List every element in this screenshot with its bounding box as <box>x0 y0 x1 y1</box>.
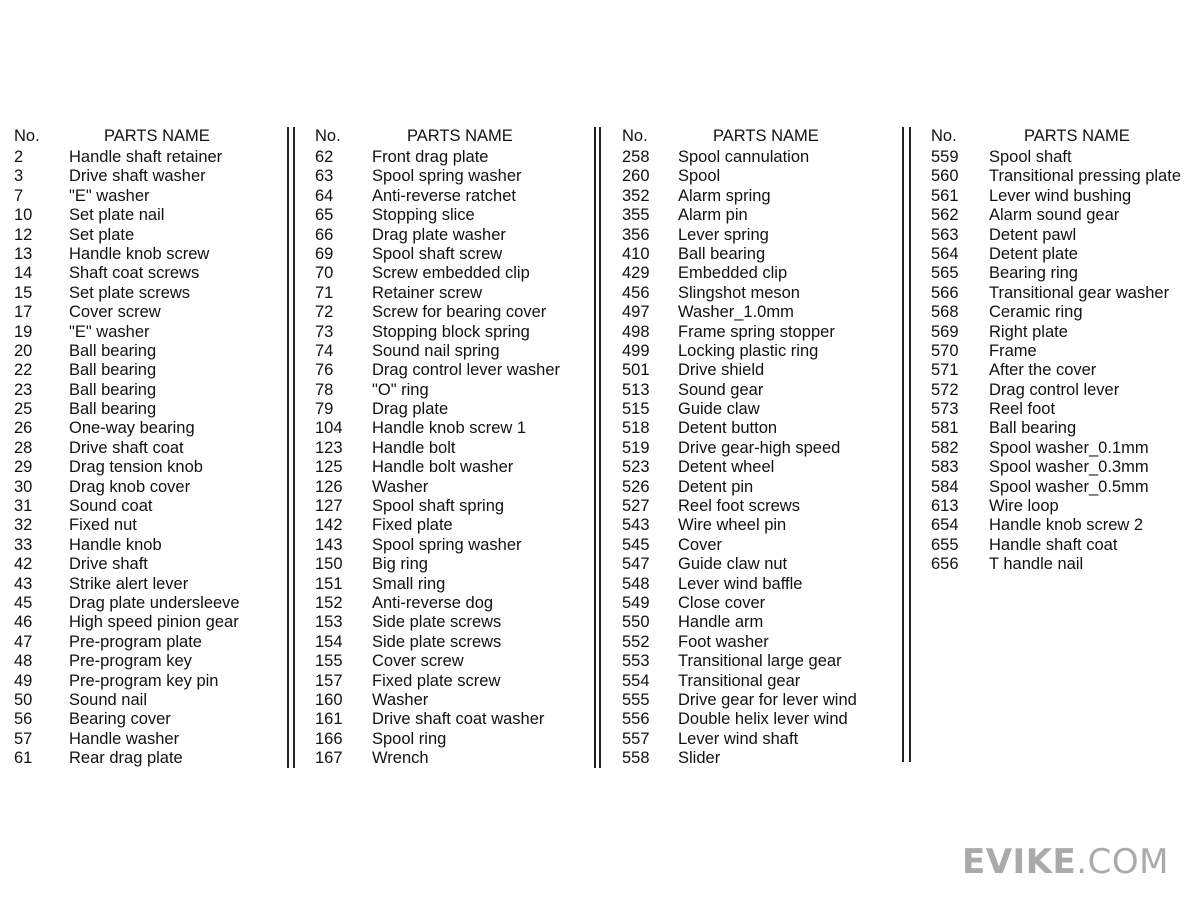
part-name: Detent pawl <box>989 225 1077 244</box>
part-number: 355 <box>622 206 650 225</box>
part-number: 526 <box>622 477 650 496</box>
part-number: 554 <box>622 671 650 690</box>
part-name: Sound gear <box>678 380 764 399</box>
part-number: 153 <box>315 613 343 632</box>
part-name: Drive gear for lever wind <box>678 690 857 709</box>
header-parts-name: PARTS NAME <box>104 127 210 145</box>
part-name: Detent pin <box>678 477 754 496</box>
part-name: Bearing cover <box>69 710 171 729</box>
part-number: 15 <box>14 283 33 302</box>
part-name: Handle knob screw <box>69 244 210 263</box>
part-number: 260 <box>622 167 650 186</box>
part-name: Fixed nut <box>69 516 137 535</box>
part-number: 26 <box>14 419 33 438</box>
part-number: 125 <box>315 458 343 477</box>
part-number: 549 <box>622 593 650 612</box>
part-number: 570 <box>931 341 959 360</box>
part-name: Handle washer <box>69 729 180 748</box>
part-number: 65 <box>315 206 334 225</box>
part-number: 545 <box>622 535 650 554</box>
part-name: Handle shaft retainer <box>69 148 223 166</box>
part-number: 562 <box>931 206 959 225</box>
part-number: 499 <box>622 341 650 360</box>
part-name: Handle knob screw 1 <box>372 419 527 438</box>
part-number: 104 <box>315 419 343 438</box>
part-name: Anti-reverse dog <box>372 593 494 612</box>
part-name: Drive shaft washer <box>69 167 206 186</box>
part-name: Ball bearing <box>69 361 157 380</box>
part-number: 56 <box>14 710 33 729</box>
header-no: No. <box>931 127 957 145</box>
part-name: Detent button <box>678 419 778 438</box>
part-number: 558 <box>622 749 650 768</box>
part-name: Ball bearing <box>989 419 1077 438</box>
part-number: 48 <box>14 652 33 671</box>
part-number: 583 <box>931 458 959 477</box>
part-name: Transitional pressing plate <box>989 167 1181 186</box>
part-number: 64 <box>315 186 334 205</box>
part-name: Handle knob <box>69 535 162 554</box>
part-number: 66 <box>315 225 334 244</box>
part-name: Alarm pin <box>678 206 748 225</box>
part-number: 569 <box>931 322 959 341</box>
part-number: 352 <box>622 186 650 205</box>
part-number: 154 <box>315 632 343 651</box>
part-name: "E" washer <box>69 186 150 205</box>
evike-watermark <box>962 842 1169 882</box>
part-name: Bearing ring <box>989 264 1078 283</box>
part-name: Set plate <box>69 225 135 244</box>
header-no: No. <box>622 127 648 145</box>
part-name: Double helix lever wind <box>678 710 848 729</box>
part-name: Fixed plate screw <box>372 671 501 690</box>
part-number: 561 <box>931 186 959 205</box>
part-name: Frame spring stopper <box>678 322 835 341</box>
part-name: Locking plastic ring <box>678 341 819 360</box>
part-number: 42 <box>14 555 33 574</box>
part-number: 513 <box>622 380 650 399</box>
part-name: Lever spring <box>678 225 769 244</box>
part-number: 582 <box>931 438 959 457</box>
part-number: 71 <box>315 283 334 302</box>
part-number: 584 <box>931 477 959 496</box>
part-name: Alarm sound gear <box>989 206 1120 225</box>
part-name: Spool washer_0.1mm <box>989 438 1149 457</box>
part-number: 655 <box>931 535 959 554</box>
part-name: Pre-program key pin <box>69 671 219 690</box>
part-name: Drive shaft coat washer <box>372 710 545 729</box>
part-name: After the cover <box>989 361 1097 380</box>
part-number: 57 <box>14 729 33 748</box>
part-number: 72 <box>315 303 334 322</box>
part-name: Handle arm <box>678 613 764 632</box>
part-name: Pre-program plate <box>69 632 202 651</box>
part-name: Spool washer_0.3mm <box>989 458 1149 477</box>
part-name: Transitional gear <box>678 671 801 690</box>
part-name: "O" ring <box>372 380 429 399</box>
part-number: 566 <box>931 283 959 302</box>
part-number: 161 <box>315 710 343 729</box>
part-name: Cover <box>678 535 723 554</box>
part-number: 74 <box>315 341 334 360</box>
part-name: Sound coat <box>69 497 153 516</box>
part-number: 123 <box>315 438 343 457</box>
part-number: 556 <box>622 710 650 729</box>
part-name: Anti-reverse ratchet <box>372 186 516 205</box>
part-name: Slingshot meson <box>678 283 800 302</box>
part-number: 70 <box>315 264 334 283</box>
part-name: Handle knob screw 2 <box>989 516 1144 535</box>
part-name: Drive shaft <box>69 555 148 574</box>
part-number: 62 <box>315 148 334 166</box>
part-number: 47 <box>14 632 33 651</box>
header-no: No. <box>315 127 341 145</box>
part-number: 563 <box>931 225 959 244</box>
part-name: Wire wheel pin <box>678 516 787 535</box>
part-number: 167 <box>315 749 343 768</box>
part-name: Transitional gear washer <box>989 283 1170 302</box>
part-number: 565 <box>931 264 959 283</box>
column-divider-line <box>909 127 911 762</box>
part-name: Cover screw <box>372 652 464 671</box>
part-number: 356 <box>622 225 650 244</box>
part-name: Reel foot screws <box>678 497 800 516</box>
part-name: Spool ring <box>372 729 447 748</box>
part-number: 49 <box>14 671 33 690</box>
part-name: Front drag plate <box>372 148 489 166</box>
part-name: Right plate <box>989 322 1068 341</box>
part-name: Cover screw <box>69 303 161 322</box>
part-number: 25 <box>14 400 33 419</box>
part-name: Drag control lever washer <box>372 361 560 380</box>
part-number: 14 <box>14 264 33 283</box>
part-name: Small ring <box>372 574 446 593</box>
part-name: Guide claw nut <box>678 555 788 574</box>
part-name: Spool shaft <box>989 148 1072 166</box>
part-number: 12 <box>14 225 33 244</box>
part-number: 410 <box>622 244 650 263</box>
part-number: 32 <box>14 516 33 535</box>
part-name: Lever wind shaft <box>678 729 799 748</box>
part-name: Reel foot <box>989 400 1056 419</box>
part-name: One-way bearing <box>69 419 195 438</box>
part-number: 547 <box>622 555 650 574</box>
part-number: 527 <box>622 497 650 516</box>
part-number: 28 <box>14 438 33 457</box>
part-number: 43 <box>14 574 33 593</box>
part-name: Detent plate <box>989 244 1078 263</box>
part-name: Spool washer_0.5mm <box>989 477 1149 496</box>
part-name: Guide claw <box>678 400 760 419</box>
part-number: 152 <box>315 593 343 612</box>
part-number: 573 <box>931 400 959 419</box>
part-name: Slider <box>678 749 721 768</box>
part-name: Side plate screws <box>372 632 502 651</box>
part-number: 151 <box>315 574 343 593</box>
part-number: 553 <box>622 652 650 671</box>
part-number: 78 <box>315 380 334 399</box>
part-number: 160 <box>315 690 343 709</box>
part-name: Washer_1.0mm <box>678 303 794 322</box>
part-number: 46 <box>14 613 33 632</box>
header-parts-name: PARTS NAME <box>407 127 513 145</box>
part-name: "E" washer <box>69 322 150 341</box>
part-number: 568 <box>931 303 959 322</box>
part-name: Set plate screws <box>69 283 191 302</box>
part-number: 258 <box>622 148 650 166</box>
part-name: Drive shaft coat <box>69 438 184 457</box>
part-name: Drag plate undersleeve <box>69 593 240 612</box>
part-name: Fixed plate <box>372 516 453 535</box>
part-name: Alarm spring <box>678 186 771 205</box>
part-name: Screw for bearing cover <box>372 303 547 322</box>
part-name: Drive shield <box>678 361 765 380</box>
part-name: Spool spring washer <box>372 535 522 554</box>
part-number: 564 <box>931 244 959 263</box>
part-name: Spool shaft screw <box>372 244 503 263</box>
part-number: 543 <box>622 516 650 535</box>
part-name: Frame <box>989 341 1037 360</box>
part-number: 22 <box>14 361 33 380</box>
part-name: Embedded clip <box>678 264 788 283</box>
part-number: 29 <box>14 458 33 477</box>
part-number: 10 <box>14 206 33 225</box>
part-number: 127 <box>315 497 343 516</box>
part-name: Strike alert lever <box>69 574 189 593</box>
part-name: Handle shaft coat <box>989 535 1118 554</box>
header-parts-name: PARTS NAME <box>1024 127 1130 145</box>
part-number: 559 <box>931 148 959 166</box>
part-name: Lever wind bushing <box>989 186 1132 205</box>
part-number: 656 <box>931 555 959 574</box>
part-name: Wire loop <box>989 497 1059 516</box>
part-name: Drag plate <box>372 400 449 419</box>
part-name: Spool spring washer <box>372 167 522 186</box>
part-name: Handle bolt <box>372 438 456 457</box>
part-number: 571 <box>931 361 959 380</box>
part-number: 63 <box>315 167 334 186</box>
part-name: Drag tension knob <box>69 458 203 477</box>
part-number: 555 <box>622 690 650 709</box>
part-name: Lever wind baffle <box>678 574 803 593</box>
part-number: 523 <box>622 458 650 477</box>
part-number: 2 <box>14 148 24 166</box>
watermark-domain: .COM <box>1076 842 1169 882</box>
part-number: 519 <box>622 438 650 457</box>
part-name: Side plate screws <box>372 613 502 632</box>
part-name: Ceramic ring <box>989 303 1083 322</box>
part-name: Spool cannulation <box>678 148 810 166</box>
watermark-brand: EVIKE <box>962 842 1077 882</box>
part-number: 157 <box>315 671 343 690</box>
part-number: 497 <box>622 303 650 322</box>
part-number: 76 <box>315 361 334 380</box>
part-name: Spool <box>678 167 721 186</box>
part-number: 33 <box>14 535 33 554</box>
part-name: Foot washer <box>678 632 769 651</box>
part-name: T handle nail <box>989 555 1084 574</box>
part-number: 20 <box>14 341 33 360</box>
part-number: 518 <box>622 419 650 438</box>
part-number: 654 <box>931 516 959 535</box>
part-number: 456 <box>622 283 650 302</box>
part-number: 429 <box>622 264 650 283</box>
column-divider-line <box>287 127 289 768</box>
part-number: 155 <box>315 652 343 671</box>
part-number: 548 <box>622 574 650 593</box>
part-number: 69 <box>315 244 334 263</box>
part-name: Stopping block spring <box>372 322 530 341</box>
part-name: Retainer screw <box>372 283 483 302</box>
part-name: Transitional large gear <box>678 652 842 671</box>
column-divider-line <box>594 127 596 768</box>
part-name: Ball bearing <box>678 244 766 263</box>
part-name: Screw embedded clip <box>372 264 530 283</box>
part-name: Drag plate washer <box>372 225 506 244</box>
part-number: 557 <box>622 729 650 748</box>
part-number: 613 <box>931 497 959 516</box>
part-number: 61 <box>14 749 33 768</box>
part-name: Washer <box>372 690 429 709</box>
part-number: 581 <box>931 419 959 438</box>
part-number: 3 <box>14 167 24 186</box>
part-number: 17 <box>14 303 33 322</box>
part-name: Close cover <box>678 593 766 612</box>
part-name: Drag knob cover <box>69 477 191 496</box>
part-number: 126 <box>315 477 343 496</box>
header-no: No. <box>14 127 40 145</box>
part-number: 50 <box>14 690 33 709</box>
part-number: 13 <box>14 244 33 263</box>
part-name: Ball bearing <box>69 341 157 360</box>
part-name: Detent wheel <box>678 458 775 477</box>
part-number: 552 <box>622 632 650 651</box>
part-number: 501 <box>622 361 650 380</box>
part-number: 498 <box>622 322 650 341</box>
part-name: Washer <box>372 477 429 496</box>
part-name: Set plate nail <box>69 206 165 225</box>
part-number: 143 <box>315 535 343 554</box>
part-number: 515 <box>622 400 650 419</box>
part-number: 73 <box>315 322 334 341</box>
part-number: 7 <box>14 186 24 205</box>
part-name: Big ring <box>372 555 428 574</box>
part-number: 19 <box>14 322 33 341</box>
part-number: 166 <box>315 729 343 748</box>
part-name: High speed pinion gear <box>69 613 239 632</box>
part-name: Drag control lever <box>989 380 1120 399</box>
column-divider-line <box>599 127 601 768</box>
header-parts-name: PARTS NAME <box>713 127 819 145</box>
part-name: Pre-program key <box>69 652 192 671</box>
part-number: 45 <box>14 593 33 612</box>
part-number: 31 <box>14 497 33 516</box>
part-name: Handle bolt washer <box>372 458 514 477</box>
part-name: Sound nail <box>69 690 147 709</box>
part-name: Ball bearing <box>69 400 157 419</box>
part-name: Shaft coat screws <box>69 264 200 283</box>
column-divider-line <box>902 127 904 762</box>
part-name: Drive gear-high speed <box>678 438 841 457</box>
part-number: 142 <box>315 516 343 535</box>
part-name: Ball bearing <box>69 380 157 399</box>
part-name: Rear drag plate <box>69 749 183 768</box>
part-name: Wrench <box>372 749 429 768</box>
part-number: 30 <box>14 477 33 496</box>
part-number: 79 <box>315 400 334 419</box>
part-name: Sound nail spring <box>372 341 500 360</box>
part-number: 550 <box>622 613 650 632</box>
part-number: 560 <box>931 167 959 186</box>
column-divider-line <box>293 127 295 768</box>
part-number: 572 <box>931 380 959 399</box>
part-number: 23 <box>14 380 33 399</box>
part-name: Spool shaft spring <box>372 497 505 516</box>
part-number: 150 <box>315 555 343 574</box>
part-name: Stopping slice <box>372 206 475 225</box>
